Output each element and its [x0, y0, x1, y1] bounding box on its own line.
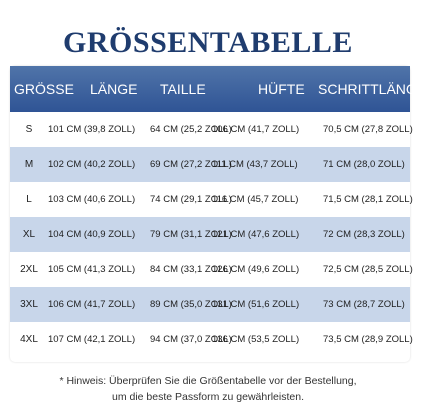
waist-cell: 79 CM (31,1 ZOLL)	[150, 229, 232, 240]
hint-note	[0, 373, 416, 405]
hip-cell: 116 CM (45,7 ZOLL)	[212, 194, 299, 205]
inseam-cell: 72 CM (28,3 ZOLL)	[323, 229, 405, 240]
table-row	[10, 182, 413, 217]
table-row	[10, 217, 410, 252]
hip-cell: 111 CM (43,7 ZOLL)	[212, 159, 298, 170]
waist-cell: 89 CM (35,0 ZOLL)	[150, 299, 232, 310]
inseam-cell: 71 CM (28,0 ZOLL)	[323, 159, 405, 170]
header-hip: HÜFTE	[258, 81, 305, 97]
length-cell: 106 CM (41,7 ZOLL)	[48, 299, 136, 310]
hint-line-1: * Hinweis: Überprüfen Sie die Größentabelle vor der Bestellung,	[59, 375, 357, 387]
length-cell: 103 CM (40,6 ZOLL)	[48, 194, 136, 205]
hip-cell: 121 CM (47,6 ZOLL)	[212, 229, 300, 240]
inseam-cell: 73 CM (28,7 ZOLL)	[323, 299, 405, 310]
inseam-cell: 73,5 CM (28,9 ZOLL)	[323, 334, 413, 345]
length-cell: 101 CM (39,8 ZOLL)	[48, 124, 136, 135]
header-inseam: SCHRITTLÄNGE	[318, 81, 426, 97]
table-row	[10, 112, 413, 147]
table-row	[10, 287, 410, 322]
waist-cell: 64 CM (25,2 ZOLL)	[150, 124, 232, 135]
waist-cell: 94 CM (37,0 ZOLL)	[150, 334, 232, 345]
inseam-cell: 71,5 CM (28,1 ZOLL)	[323, 194, 413, 205]
hip-cell: 106 CM (41,7 ZOLL)	[212, 124, 300, 135]
size-cell: 4XL	[20, 334, 38, 345]
length-cell: 107 CM (42,1 ZOLL)	[48, 334, 136, 345]
table-row	[10, 252, 413, 287]
hip-cell: 126 CM (49,6 ZOLL)	[212, 264, 300, 275]
size-table	[10, 66, 426, 362]
size-cell: 3XL	[20, 299, 38, 310]
header-size: GRÖSSE	[14, 81, 74, 97]
waist-cell: 74 CM (29,1 ZOLL)	[150, 194, 232, 205]
header-length: LÄNGE	[90, 81, 138, 97]
waist-cell: 69 CM (27,2 ZOLL)	[150, 159, 232, 170]
length-cell: 104 CM (40,9 ZOLL)	[48, 229, 136, 240]
hip-cell: 136 CM (53,5 ZOLL)	[212, 334, 300, 345]
size-cell: M	[24, 159, 34, 170]
hint-line-2: um die beste Passform zu gewährleisten.	[111, 391, 304, 403]
table-row	[10, 322, 413, 357]
size-cell: XL	[22, 229, 36, 240]
size-cell: 2XL	[20, 264, 38, 275]
size-cell: S	[25, 124, 33, 135]
header-waist: TAILLE	[160, 81, 206, 97]
inseam-cell: 70,5 CM (27,8 ZOLL)	[323, 124, 413, 135]
hip-cell: 131 CM (51,6 ZOLL)	[212, 299, 300, 310]
waist-cell: 84 CM (33,1 ZOLL)	[150, 264, 232, 275]
table-header	[10, 66, 426, 112]
page-title: GRÖSSENTABELLE	[63, 26, 353, 59]
size-cell: L	[26, 194, 32, 205]
length-cell: 102 CM (40,2 ZOLL)	[48, 159, 136, 170]
table-row	[10, 147, 410, 182]
length-cell: 105 CM (41,3 ZOLL)	[48, 264, 136, 275]
inseam-cell: 72,5 CM (28,5 ZOLL)	[323, 264, 413, 275]
